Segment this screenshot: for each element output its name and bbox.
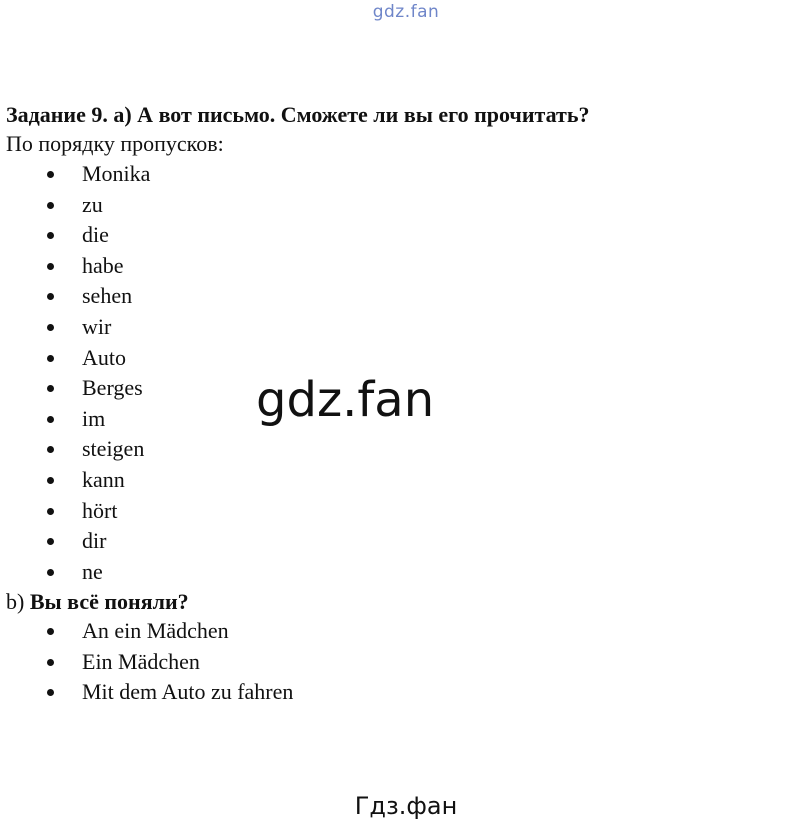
task-subtitle: По порядку пропусков: xyxy=(6,131,224,156)
center-watermark: gdz.fan xyxy=(256,372,435,428)
list-item: Mit dem Auto zu fahren xyxy=(0,677,293,708)
list-item: ne xyxy=(0,557,150,588)
list-item: Auto xyxy=(0,343,150,374)
part-b-prefix: b) xyxy=(6,589,25,614)
list-item: dir xyxy=(0,526,150,557)
top-watermark: gdz.fan xyxy=(372,2,440,22)
list-item: An ein Mädchen xyxy=(0,616,293,647)
bottom-watermark: Гдз.фан xyxy=(354,792,458,820)
list-item: sehen xyxy=(0,281,150,312)
part-b-heading xyxy=(6,589,189,615)
list-item: Ein Mädchen xyxy=(0,647,293,678)
list-item: zu xyxy=(0,190,150,221)
part-b-title: Вы всё поняли? xyxy=(29,589,189,614)
list-item: wir xyxy=(0,312,150,343)
list-item: die xyxy=(0,220,150,251)
list-item: im xyxy=(0,404,150,435)
part-a-answer-list xyxy=(0,159,150,587)
list-item: Berges xyxy=(0,373,150,404)
list-item: hört xyxy=(0,496,150,527)
part-b-answer-list xyxy=(0,616,293,708)
task-title: Задание 9. a) А вот письмо. Сможете ли вы его прочитать? xyxy=(6,102,590,127)
list-item: habe xyxy=(0,251,150,282)
list-item: kann xyxy=(0,465,150,496)
list-item: Monika xyxy=(0,159,150,190)
list-item: steigen xyxy=(0,434,150,465)
